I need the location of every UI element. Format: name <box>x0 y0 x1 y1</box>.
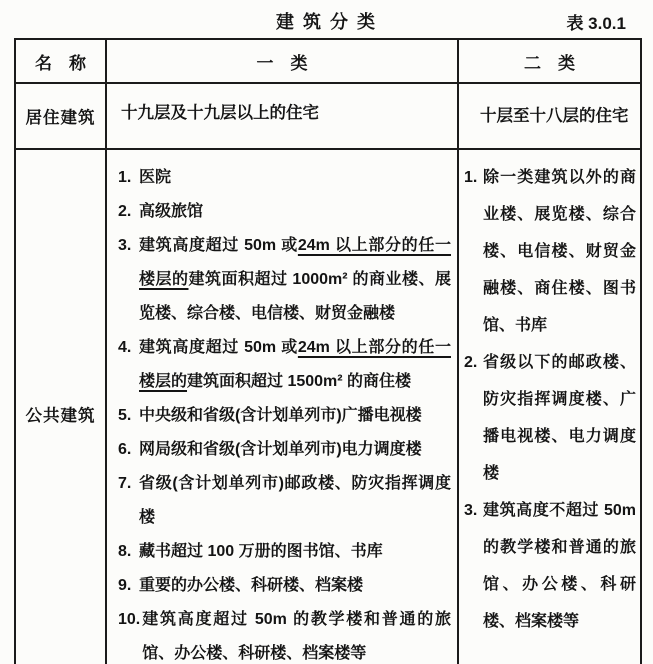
public-row <box>15 149 641 664</box>
list-item-text: 除一类建筑以外的商业楼、展览楼、综合楼、电信楼、财贸金融楼、商住楼、图书馆、书库 <box>483 169 636 334</box>
residential-row <box>15 83 641 149</box>
list-item-number: 1. <box>464 169 478 186</box>
list-item <box>464 159 636 344</box>
residential-class2-cell <box>458 83 641 149</box>
list-item-text: 藏书超过 100 万册的图书馆、书库 <box>139 543 383 560</box>
list-item-text: 建筑高度不超过 50m 的教学楼和普通的旅馆、办公楼、科研楼、档案楼等 <box>483 502 636 630</box>
list-item-number: 8. <box>118 543 132 560</box>
list-item <box>118 603 451 664</box>
residential-class1-text: 十九层及十九层以上的住宅 <box>121 104 319 122</box>
list-item <box>118 229 451 331</box>
residential-name-cell: 居住建筑 <box>15 83 106 149</box>
header-name: 名 称 <box>15 39 106 83</box>
list-item-number: 9. <box>118 577 132 594</box>
building-classification-table <box>14 38 642 664</box>
list-item-text: 建筑高度超过 50m 或24m 以上部分的任一楼层的建筑面积超过 1000m² 的商业楼、展览楼、综合楼、电信楼、财贸金融楼 <box>139 237 451 322</box>
list-item-number: 3. <box>118 237 132 254</box>
list-item-number: 10. <box>118 611 141 628</box>
list-item-number: 2. <box>118 203 132 220</box>
public-class2-list <box>459 150 640 646</box>
list-item-number: 7. <box>118 475 132 492</box>
list-item <box>464 344 636 492</box>
list-item-text: 建筑高度超过 50m 的教学楼和普通的旅馆、办公楼、科研楼、档案楼等 <box>142 611 451 662</box>
header-class1: 一 类 <box>106 39 458 83</box>
list-item-number: 5. <box>118 407 132 424</box>
public-class1-cell <box>106 149 458 664</box>
list-item <box>118 331 451 399</box>
list-item-number: 1. <box>118 169 132 186</box>
list-item <box>464 492 636 640</box>
list-item <box>118 569 451 603</box>
header-class2: 二 类 <box>458 39 641 83</box>
list-item <box>118 467 451 535</box>
list-item <box>118 535 451 569</box>
table-caption <box>0 8 653 32</box>
table-title: 建 筑 分 类 <box>275 12 377 32</box>
list-item-number: 2. <box>464 354 478 371</box>
list-item-text: 建筑高度超过 50m 或24m 以上部分的任一楼层的建筑面积超过 1500m² 的商住楼 <box>139 339 451 390</box>
header-row <box>15 39 641 83</box>
list-item-number: 4. <box>118 339 132 356</box>
list-item-number: 6. <box>118 441 132 458</box>
residential-class1-cell <box>106 83 458 149</box>
list-item-text: 省级以下的邮政楼、防灾指挥调度楼、广播电视楼、电力调度楼 <box>483 354 636 482</box>
list-item-text: 省级(含计划单列市)邮政楼、防灾指挥调度楼 <box>139 475 451 526</box>
list-item-number: 3. <box>464 502 478 519</box>
list-item-text: 医院 <box>139 169 172 186</box>
public-class2-cell <box>458 149 641 664</box>
list-item <box>118 161 451 195</box>
list-item <box>118 195 451 229</box>
public-class1-list <box>107 150 457 664</box>
list-item-text: 网局级和省级(含计划单列市)电力调度楼 <box>139 441 422 458</box>
list-item-text: 中央级和省级(含计划单列市)广播电视楼 <box>139 407 422 424</box>
list-item <box>118 399 451 433</box>
public-name-cell: 公共建筑 <box>15 149 106 664</box>
list-item-text: 重要的办公楼、科研楼、档案楼 <box>139 577 364 594</box>
table-number: 表 3.0.1 <box>566 14 626 33</box>
list-item-text: 高级旅馆 <box>139 203 204 220</box>
residential-class2-text: 十层至十八层的住宅 <box>480 107 629 125</box>
list-item <box>118 433 451 467</box>
